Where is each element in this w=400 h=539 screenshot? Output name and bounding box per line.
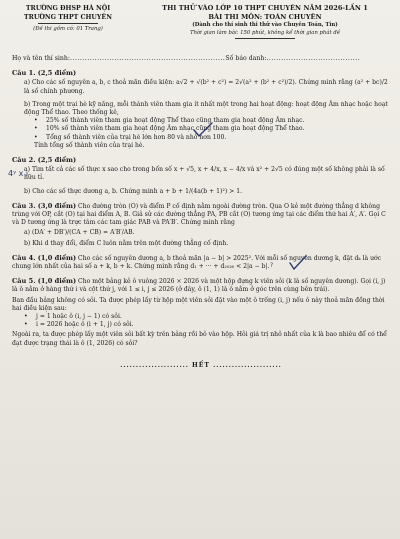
id-label: Số báo danh: — [225, 55, 267, 62]
question-4-body — [12, 254, 390, 271]
exam-subject: BÀI THI MÔN: TOÁN CHUYÊN — [208, 13, 322, 21]
question-5-title: Câu 5. (1,0 điểm) — [12, 277, 77, 286]
question-2-title: Câu 2. (2,5 điểm) — [12, 156, 77, 165]
school-block — [12, 4, 124, 41]
question-5-text2: Ban đầu bảng không có sỏi. Ta được phép lấy từ hộp một viên sỏi đặt vào một ô trống (i, j) nếu ô này thoả mãn đồng thời hai điều kiện sau: — [12, 296, 385, 312]
question-3-title: Câu 3. (3,0 điểm) — [12, 201, 77, 210]
question-5-bullets — [12, 313, 390, 329]
question-1b-end: Tính tổng số thành viên của trại hè. — [34, 141, 145, 149]
end-mark: ...................... HẾT ...................... — [120, 361, 282, 369]
name-dots: ............................................................... — [69, 55, 226, 62]
question-3-body — [12, 202, 390, 228]
question-2 — [12, 156, 390, 196]
exam-header — [12, 4, 390, 41]
question-5-text: Cho một bảng kẻ ô vuông 2026 × 2026 và một hộp đựng k viên sỏi (k là số nguyên dương). Gọi (i, j) là ô nằm ở hàng thứ i và cột thứ j, với 1 ≤ i, j ≤ 2026 (ở đây, ô (1, 1) là ô nằm ở góc trên cùng bên trái). — [12, 278, 386, 294]
list-item: • 25% số thành viên tham gia hoạt động Thể thao cũng tham gia hoạt động Âm nhạc. — [34, 117, 305, 125]
question-3 — [12, 202, 390, 248]
question-1-title: Câu 1. (2,5 điểm) — [12, 69, 77, 78]
handwritten-mark: 4ᵞ x ı — [8, 169, 29, 178]
list-item: • j = 1 hoặc ô (i, j − 1) có sỏi. — [24, 313, 122, 321]
checkmark-icon — [192, 122, 214, 138]
question-5-body — [12, 277, 390, 294]
school-line1: TRƯỜNG ĐHSP HÀ NỘI — [25, 5, 111, 12]
time-note: Thời gian làm bài: 150 phút, không kể thời gian phát đề — [190, 29, 340, 36]
question-3b: b) Khi d thay đổi, điểm C luôn nằm trên một đường thẳng cố định. — [24, 239, 229, 247]
title-underline — [235, 38, 295, 39]
question-2b: b) Cho các số thực dương a, b. Chứng minh a + b + 1/(4a(b + 1)²) > 1. — [24, 187, 243, 195]
school-line2: TRƯỜNG THPT CHUYÊN — [24, 14, 112, 21]
question-5 — [12, 277, 390, 348]
exam-audience: (Dành cho thí sinh thi thử vào Chuyên Toán, Tin) — [192, 22, 338, 28]
question-3-intro: Cho đường tròn (O) và điểm P cố định nằm ngoài đường tròn. Qua O kẻ một đường thẳng d không trùng với OP, cắt (O) tại hai điểm A, B. Giả sử các đường thẳng PA, PB cắt (O) tương ứng tại các điểm thứ hai A′, A′. Gọi C và D tương ứng là trực tâm các tam giác PAB và PA′B′. Chứng minh rằng — [12, 202, 386, 227]
list-item: • Tổng số thành viên của trại hè lớn hơn 80 và nhỏ hơn 100. — [34, 133, 227, 141]
question-2a: a) Tìm tất cả các số thực x sao cho trong bốn số x + √5, x + 4/x, x − 4/x và x² + 2√5 có đúng một số không phải là số hữu tỉ. — [24, 166, 385, 182]
name-label: Họ và tên thí sinh: — [12, 55, 70, 62]
pages-note: (Đề thi gồm có: 01 Trang) — [33, 26, 103, 32]
exam-title-block — [140, 4, 390, 41]
candidate-line — [12, 55, 390, 63]
question-4 — [12, 254, 390, 271]
question-1b: b) Trong một trại hè kỹ năng, mỗi thành viên tham gia ít nhất một trong hai hoạt động: hoạt động Âm nhạc hoặc hoạt động Thể thao. Theo thống kê, — [24, 100, 388, 117]
question-5-text3: Ngoài ra, ta được phép lấy một viên sỏi bất kỳ trên bảng rồi bỏ vào hộp. Hỏi giá trị nhỏ nhất của k là bao nhiêu để có thể đạt được trạng thái là ô (1, 2026) có sỏi? — [12, 331, 387, 347]
exam-title: THI THỬ VÀO LỚP 10 THPT CHUYÊN NĂM 2026-LẦN 1 — [162, 4, 368, 12]
question-4-title: Câu 4. (1,0 điểm) — [12, 253, 77, 262]
question-1a: a) Cho các số nguyên a, b, c thoả mãn điều kiện: a√2 + √(b² + c²) = 2√(a² + (b² + c²)/2). Chứng minh rằng (a² + bc)/2 là số chính phương. — [24, 79, 388, 95]
school-underline — [38, 23, 98, 24]
checkmark-icon — [288, 255, 308, 271]
question-4-text: Cho các số nguyên dương a, b thoả mãn |a − b| > 2025². Với mỗi số nguyên dương k, đặt dₖ là ước chung lớn nhất của hai số a + k, b + k. Chứng minh rằng d₁ + ··· + d₂₀₂₆ < 2|a − b|. — [12, 254, 382, 271]
list-item: • 10% số thành viên tham gia hoạt động Âm nhạc cũng tham gia hoạt động Thể thao. — [34, 125, 305, 133]
handwritten-mark: ? — [270, 262, 274, 269]
id-dots: ...................................... — [266, 55, 361, 62]
list-item: • i = 2026 hoặc ô (i + 1, j) có sỏi. — [24, 321, 134, 329]
question-3a: a) (DA′ + DB′)/(CA + CB) = A′B′/AB. — [24, 229, 135, 237]
